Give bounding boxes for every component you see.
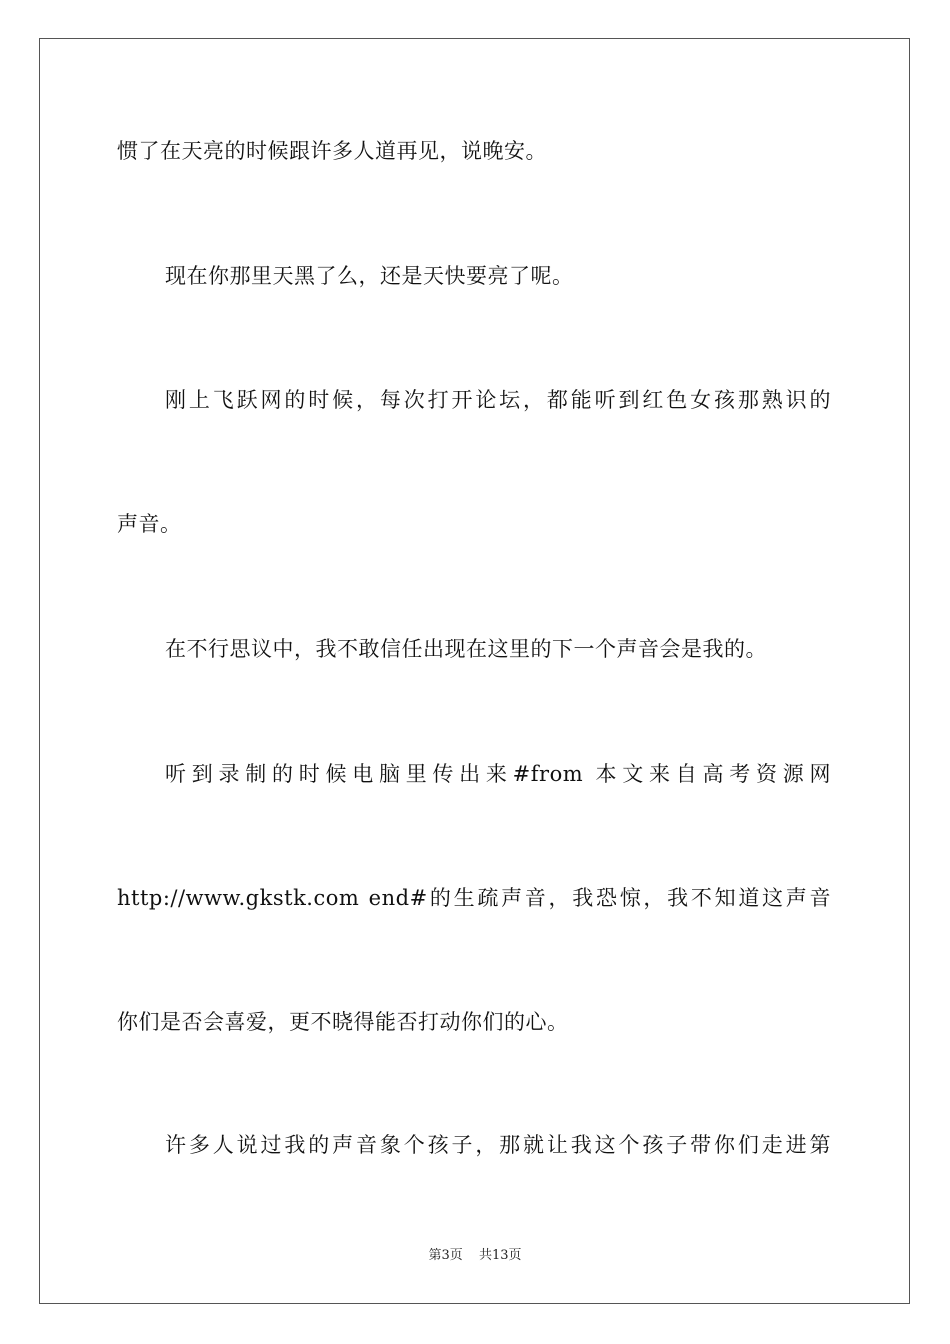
- text-line-5: 在不行思议中，我不敢信任出现在这里的下一个声音会是我的。: [165, 637, 767, 661]
- text-line-9: 许多人说过我的声音象个孩子，那就让我这个孩子带你们走进第: [165, 1133, 831, 1157]
- text-line-6: 听到录制的时候电脑里传出来#from 本文来自高考资源网: [165, 762, 831, 786]
- text-line-8: 你们是否会喜爱，更不晓得能否打动你们的心。: [117, 1010, 569, 1034]
- text-line-1: 惯了在天亮的时候跟许多人道再见，说晚安。: [117, 139, 547, 163]
- text-line-7: http://www.gkstk.com end#的生疏声音，我恐惊，我不知道这声音: [117, 886, 831, 910]
- page-footer: [0, 1247, 950, 1265]
- text-line-4: 声音。: [117, 512, 182, 536]
- text-line-2: 现在你那里天黑了么，还是天快要亮了呢。: [165, 264, 574, 288]
- text-line-3: 刚上飞跃网的时候，每次打开论坛，都能听到红色女孩那熟识的: [165, 388, 831, 412]
- page-total: 共13页: [478, 1248, 522, 1263]
- page-border: [39, 38, 910, 1304]
- page-number: 第3页: [428, 1248, 463, 1263]
